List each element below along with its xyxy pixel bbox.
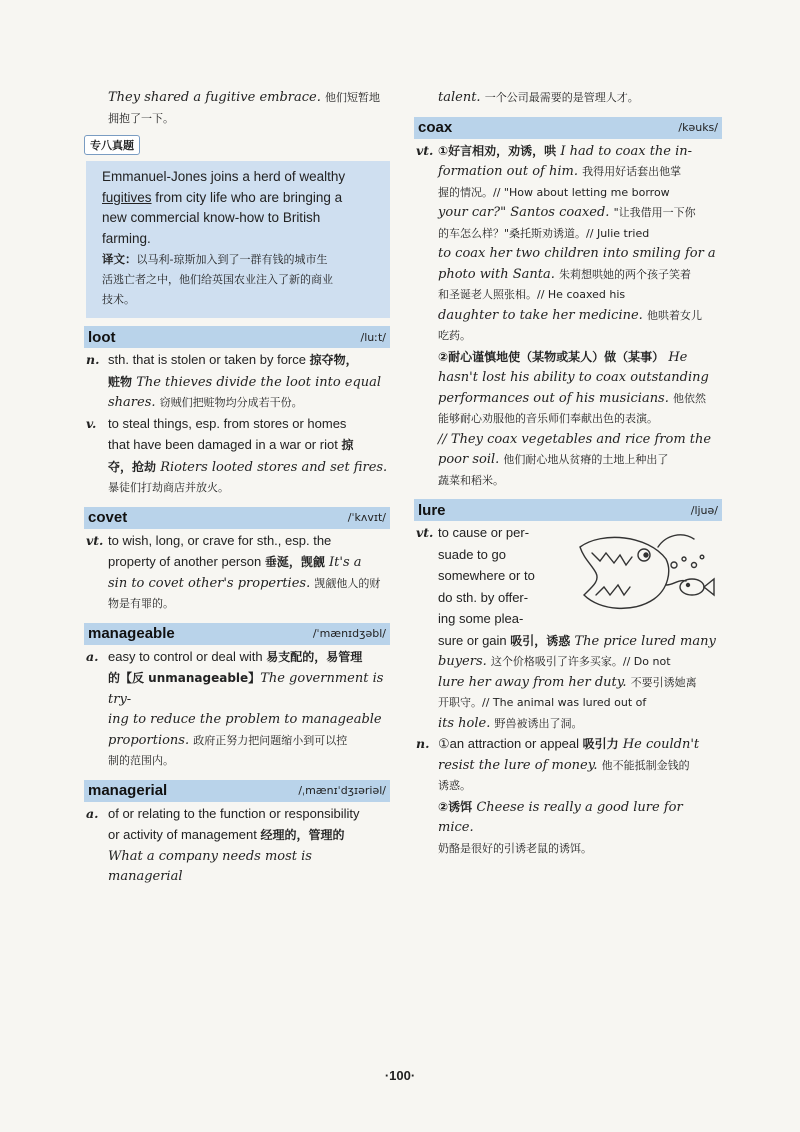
def-zh: 的【反 unmanageable】 xyxy=(108,671,261,685)
part-of-speech: a. xyxy=(86,805,99,821)
def-zh: 掠 xyxy=(341,438,354,452)
right-column xyxy=(414,88,722,859)
def-zh: ②诱饵 xyxy=(438,799,477,814)
exam-translation-1 xyxy=(102,249,382,270)
example-en: The price lured many xyxy=(574,633,716,649)
example-mixed: 握的情况。// "How about letting me borrow xyxy=(438,185,670,199)
pronunciation: /luːt/ xyxy=(360,330,386,344)
def-zh: 经理的，管理的 xyxy=(260,828,345,842)
part-of-speech: vt. xyxy=(416,142,434,158)
def-text: somewhere or to xyxy=(438,568,535,583)
example-zh: 奶酪是很好的引诱老鼠的诱饵。 xyxy=(438,841,592,855)
coax-sense-1 xyxy=(414,141,722,347)
def-text: of or relating to the function or responsibility xyxy=(108,805,360,821)
coax-sense-2 xyxy=(414,347,722,492)
def-text: to wish, long, or crave for sth., esp. the xyxy=(108,532,332,548)
headword-manageable xyxy=(84,623,390,645)
exam-translation-3: 技术。 xyxy=(102,293,135,306)
headword-text: lure xyxy=(418,501,446,519)
example-zh: "让我借用一下你 xyxy=(613,206,696,219)
example-zh: 物是有罪的。 xyxy=(108,597,174,610)
headword-text: managerial xyxy=(88,782,168,799)
headword-text: covet xyxy=(88,509,128,526)
left-column xyxy=(84,88,390,888)
example-en: He couldn't xyxy=(622,737,700,752)
intro-example-cont xyxy=(84,109,390,130)
page-number: ·100· xyxy=(384,1068,416,1083)
example-zh: 能够耐心劝服他的音乐师们奉献出色的表演。 xyxy=(438,412,658,425)
headword-text: coax xyxy=(418,119,453,136)
example-zh: 一个公司最需要的是管理人才。 xyxy=(484,91,639,104)
example-zh: 不要引诱她离 xyxy=(630,675,697,689)
headword-lure xyxy=(414,499,722,521)
example-en: What a company needs most is managerial xyxy=(108,848,312,884)
manageable-sense xyxy=(84,647,390,772)
anglerfish-illustration xyxy=(562,525,722,621)
example-mixed: 开职守。// The animal was lured out of xyxy=(438,696,647,709)
pronunciation: /ˌmænɪˈdʒɪəriəl/ xyxy=(298,784,386,797)
exam-tr-label: 译文： xyxy=(102,252,137,266)
example-en: I had to coax the in- xyxy=(560,143,693,159)
managerial-example-cont xyxy=(414,88,722,109)
intro-en: They shared a fugitive embrace. xyxy=(108,90,321,105)
pronunciation: /ˈkʌvɪt/ xyxy=(347,511,386,524)
example-en: // They coax vegetables and rice from the xyxy=(438,431,712,447)
example-en: Cheese is really a good lure for mice. xyxy=(438,799,683,835)
example-en: its hole. xyxy=(438,715,495,731)
example-zh: 制的范围内。 xyxy=(108,754,174,767)
example-zh: 他哄着女儿 xyxy=(646,308,702,322)
intro-example xyxy=(84,88,390,109)
example-zh: 野兽被诱出了洞。 xyxy=(494,716,583,730)
exam-tag: 专八真题 xyxy=(84,135,140,155)
example-en: The thieves divide the loot into equal xyxy=(136,374,382,390)
headword-text: loot xyxy=(88,328,116,346)
def-text: ing some plea- xyxy=(438,611,524,626)
exam-en-2 xyxy=(102,188,382,209)
part-of-speech: n. xyxy=(416,736,430,751)
exam-box xyxy=(86,161,390,318)
def-zh: 吸引力 xyxy=(582,737,623,751)
pronunciation: /kəuks/ xyxy=(678,121,718,134)
def-text: easy to control or deal with xyxy=(108,648,267,664)
example-en: your car?" Santos coaxed. xyxy=(438,205,614,220)
example-zh: 这个价格吸引了许多买家。// Do not xyxy=(490,655,671,668)
def-zh: ①好言相劝，劝诱，哄 xyxy=(438,143,561,158)
def-text: or activity of management xyxy=(108,827,261,842)
loot-verb-sense xyxy=(84,414,390,499)
example-mixed: 的车怎么样？"桑托斯劝诱道。// Julie tried xyxy=(438,226,650,240)
def-zh: 赃物 xyxy=(108,374,137,389)
example-en: buyers. xyxy=(438,654,491,669)
def-zh: 掠夺物， xyxy=(309,353,358,367)
headword-coax xyxy=(414,117,722,139)
example-zh: 窃贼们把赃物均分成若干份。 xyxy=(159,396,303,409)
def-text: to cause or per- xyxy=(438,525,530,540)
example-en: The government is try- xyxy=(108,671,384,707)
example-zh: 觊觎他人的财 xyxy=(314,576,381,590)
example-en: ing to reduce the problem to manageable xyxy=(108,712,382,727)
part-of-speech: vt. xyxy=(416,525,434,540)
exam-en-1: Emmanuel-Jones joins a herd of wealthy xyxy=(102,169,346,184)
example-zh: 他们耐心地从贫瘠的土地上种出了 xyxy=(503,453,669,466)
example-en: talent. xyxy=(438,90,481,105)
example-en: to coax her two children into smiling for a xyxy=(438,246,716,261)
part-of-speech: a. xyxy=(86,648,99,664)
def-zh: 易支配的，易管理 xyxy=(266,649,363,664)
example-en: hasn't lost his ability to coax outstanding xyxy=(438,370,709,385)
exam-highlight-word: fugitives xyxy=(102,189,152,205)
covet-sense xyxy=(84,531,390,615)
headword-loot xyxy=(84,326,390,348)
def-text: property of another person xyxy=(108,554,265,569)
headword-managerial xyxy=(84,780,390,802)
part-of-speech: vt. xyxy=(86,532,104,548)
example-en: performances out of his musicians. xyxy=(438,390,673,406)
part-of-speech: n. xyxy=(86,352,100,367)
exam-translation-2: 活逃亡者之中，他们给英国农业注入了新的商业 xyxy=(102,273,333,286)
def-text: sth. that is stolen or taken by force xyxy=(108,352,310,367)
exam-en-2b: from city life who are bringing a xyxy=(151,189,343,205)
pronunciation: /ˈmænɪdʒəbl/ xyxy=(312,627,386,640)
example-zh: 吃药。 xyxy=(438,329,471,342)
example-en: daughter to take her medicine. xyxy=(438,307,647,323)
def-text: to steal things, esp. from stores or homes xyxy=(108,415,347,431)
pronunciation: /ljuə/ xyxy=(690,503,718,517)
example-zh: 他依然 xyxy=(673,391,706,405)
def-text: suade to go xyxy=(438,546,506,562)
example-mixed: 和圣诞老人照张相。// He coaxed his xyxy=(438,288,626,301)
example-en: resist the lure of money. xyxy=(438,757,602,773)
def-text: sure or gain xyxy=(438,632,511,648)
example-zh: 我得用好话套出他掌 xyxy=(582,165,682,178)
example-zh: 他不能抵制金钱的 xyxy=(601,758,690,772)
lure-noun-sense xyxy=(414,734,722,859)
example-en: formation out of him. xyxy=(438,164,583,179)
example-en: Rioters looted stores and set fires. xyxy=(160,459,388,475)
def-zh: 夺，抢劫 xyxy=(108,459,161,474)
def-zh: 垂涎，觊觎 xyxy=(264,555,330,569)
exam-en-4: farming. xyxy=(102,230,151,246)
example-en: photo with Santa. xyxy=(438,266,559,282)
example-en: lure her away from her duty. xyxy=(438,674,631,690)
example-zh: 诱惑。 xyxy=(438,779,471,792)
lure-verb-sense xyxy=(414,523,722,734)
intro-zh2: 拥抱了一下。 xyxy=(108,111,174,125)
example-en: poor soil. xyxy=(438,452,504,467)
def-text: do sth. by offer- xyxy=(438,589,529,605)
example-zh: 暴徒们打劫商店并放火。 xyxy=(108,481,229,494)
intro-zh1: 他们短暂地 xyxy=(325,91,381,104)
example-en: It's a xyxy=(329,555,362,570)
def-zh: ②耐心谨慎地使（某物或某人）做（某事） xyxy=(438,349,669,364)
loot-noun-sense xyxy=(84,350,390,414)
example-zh: 朱莉想哄她的两个孩子笑着 xyxy=(559,267,691,281)
def-zh: 吸引，诱惑 xyxy=(510,633,575,648)
example-en: proportions. xyxy=(108,732,194,748)
managerial-sense xyxy=(84,804,390,888)
def-text: ①an attraction or appeal xyxy=(438,736,583,751)
example-zh: 蔬菜和稻米。 xyxy=(438,473,504,487)
headword-covet xyxy=(84,507,390,529)
exam-en-3: new commercial know-how to British xyxy=(102,210,321,225)
def-text: that have been damaged in a war or riot xyxy=(108,437,342,452)
example-en: shares. xyxy=(108,395,160,410)
example-zh: 政府正努力把问题缩小到可以控 xyxy=(193,733,348,747)
headword-text: manageable xyxy=(88,625,175,642)
example-en: sin to covet other's properties. xyxy=(108,575,315,591)
part-of-speech: v. xyxy=(86,415,97,431)
example-en: He xyxy=(668,349,688,365)
exam-tr-text-1: 以马利-琼斯加入到了一群有钱的城市生 xyxy=(136,253,328,266)
